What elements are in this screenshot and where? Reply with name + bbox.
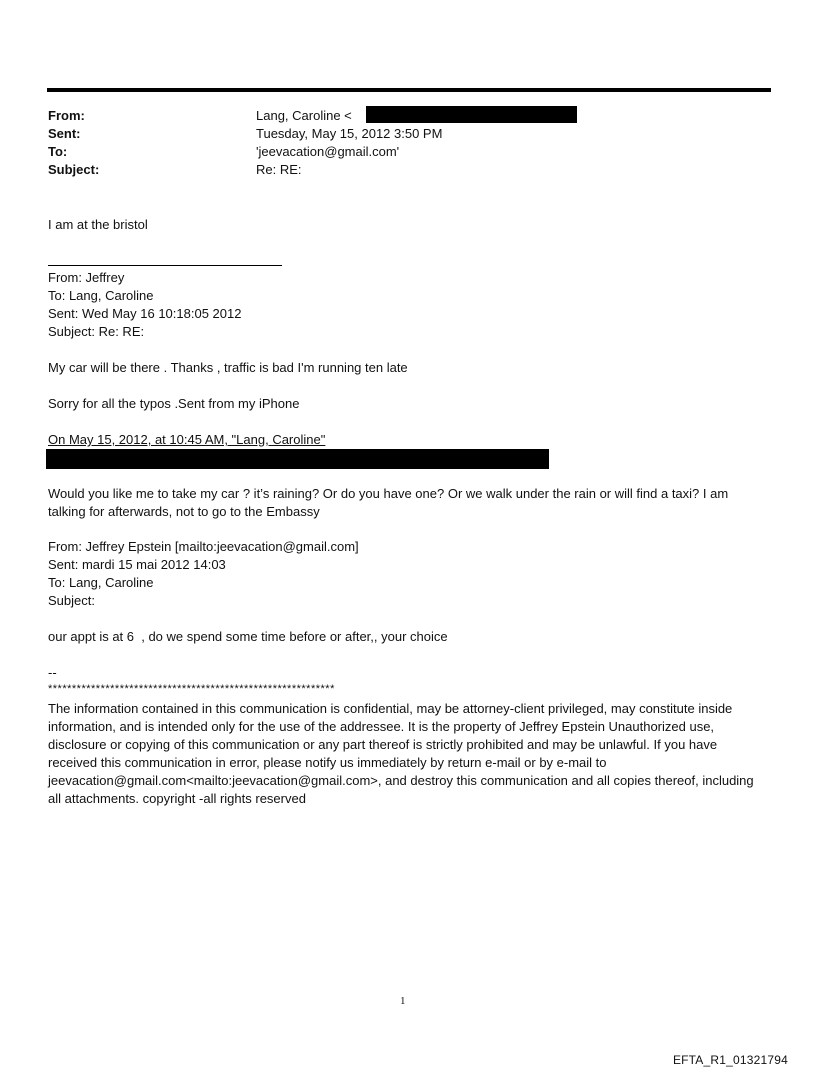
quoted-subject-2: Subject: <box>48 593 95 608</box>
quoted-message-2: Would you like me to take my car ? it’s raining? Or do you have one? Or we walk under the rain or will find a taxi? I am talking for afterwards, not to go to the Embassy <box>48 486 729 519</box>
subject-value: Re: RE: <box>256 162 302 177</box>
reply-text: I am at the bristol <box>48 217 148 232</box>
quoted-to: To: Lang, Caroline <box>48 288 154 303</box>
quoted-message: My car will be there . Thanks , traffic is bad I'm running ten late <box>48 360 408 375</box>
document-id: EFTA_R1_01321794 <box>672 1053 788 1067</box>
quoted-from: From: Jeffrey <box>48 270 125 285</box>
from-value: Lang, Caroline < <box>256 108 352 123</box>
quoted-sent-2: Sent: mardi 15 mai 2012 14:03 <box>48 557 226 572</box>
redaction-bar <box>366 106 577 123</box>
from-label: From: <box>48 108 85 123</box>
subject-label: Subject: <box>48 162 100 177</box>
quoted-message-3: our appt is at 6 , do we spend some time before or after,, your choice <box>48 629 448 644</box>
disclaimer: The information contained in this communication is confidential, may be attorney-client privileged, may constitute inside information, and is intended only for the use of the addressee. It is the property of Jeffrey Epstein Unauthorized use, disclosure or copying of this communication or any part thereof is strictly prohibited and may be unlawful. If you have received this communication in error, please notify us immediately by return e-mail or by e-mail to jeevacation@gmail.com<mailto:jeevacation@gmail.com>, and destroy this communication and all copies thereof, including all attachments. copyright -all rights reserved <box>48 701 754 806</box>
quoted-on-line: On May 15, 2012, at 10:45 AM, "Lang, Caroline" <box>48 432 326 447</box>
to-value: 'jeevacation@gmail.com' <box>256 144 400 159</box>
signature-stars: ************************************************************ <box>48 683 335 695</box>
signature-dashes: -- <box>48 665 57 680</box>
quoted-to-2: To: Lang, Caroline <box>48 575 154 590</box>
quoted-from-2: From: Jeffrey Epstein [mailto:jeevacation@gmail.com] <box>48 539 359 554</box>
redaction-bar <box>46 449 549 469</box>
header-rule <box>47 88 771 92</box>
quote-separator <box>48 265 282 266</box>
page-number: 1 <box>400 995 406 1007</box>
quoted-sent: Sent: Wed May 16 10:18:05 2012 <box>48 306 242 321</box>
quoted-subject: Subject: Re: RE: <box>48 324 145 339</box>
quoted-signature: Sorry for all the typos .Sent from my iPhone <box>48 396 300 411</box>
to-label: To: <box>48 144 68 159</box>
sent-label: Sent: <box>48 126 81 141</box>
sent-value: Tuesday, May 15, 2012 3:50 PM <box>256 126 443 141</box>
